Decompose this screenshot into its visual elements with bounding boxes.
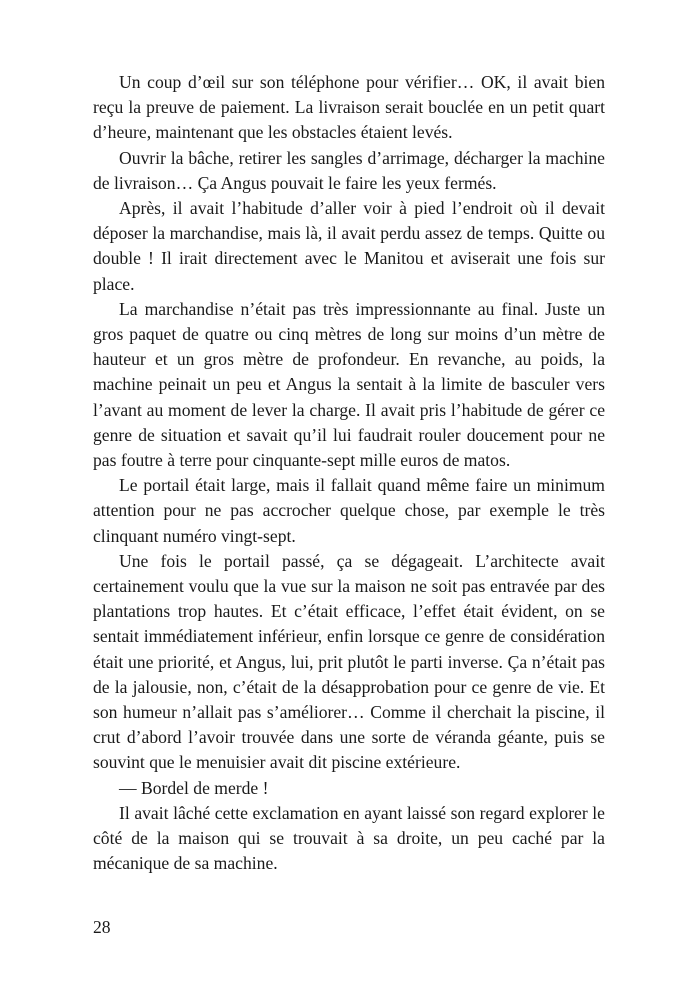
paragraph-1: Un coup d’œil sur son téléphone pour vérifier… OK, il avait bien reçu la preuve de paiement. La livraison serait bouclée en un petit quart d’heure, maintenant que les obstacles étaient levés.: [93, 72, 605, 143]
body-text: [93, 70, 605, 877]
paragraph-8: Il avait lâché cette exclamation en ayant laissé son regard explorer le côté de la maison qui se trouvait à sa droite, un peu caché par la mécanique de sa machine.: [93, 802, 605, 874]
paragraph-3: Après, il avait l’habitude d’aller voir à pied l’endroit où il devait déposer la marchandise, mais là, il avait perdu assez de temps. Quitte ou double ! Il irait directement avec le Manitou et aviserait une fois sur place.: [93, 198, 605, 294]
paragraph-6: Une fois le portail passé, ça se dégageait. L’architecte avait certainement voulu que la vue sur la maison ne soit pas entravée par des plantations trop hautes. Et c’était efficace, l’effet était évident, on se sentait immédiatement inférieur, enfin lorsque ce genre de considération était une priorité, et Angus, lui, prit plutôt le parti inverse. Ça n’était pas de la jalousie, non, c’était de la désapprobation pour ce genre de vie. Et son humeur n’allait pas s’améliorer… Comme il cherchait la piscine, il crut d’abord l’avoir trouvée dans une sorte de véranda géante, puis se souvint que le menuisier avait dit piscine extérieure.: [93, 550, 605, 773]
page-number: 28: [93, 917, 111, 937]
paragraph-5: Le portail était large, mais il fallait quand même faire un minimum attention pour ne pas accrocher quelque chose, par exemple le très clinquant numéro vingt-sept.: [93, 475, 605, 546]
paragraph-4: La marchandise n’était pas très impressionnante au final. Juste un gros paquet de quatre ou cinq mètres de long sur moins d’un mètre de hauteur et un gros mètre de profondeur. En revanche, au poids, la machine peinait un peu et Angus la sentait à la limite de basculer vers l’avant au moment de lever la charge. Il avait pris l’habitude de gérer ce genre de situation et savait qu’il lui faudrait rouler doucement pour ne pas foutre à terre pour cinquante-sept mille euros de matos.: [93, 298, 605, 471]
dialogue-line: — Bordel de merde !: [119, 777, 269, 798]
paragraph-2: Ouvrir la bâche, retirer les sangles d’arrimage, décharger la machine de livraison… Ça Angus pouvait le faire les yeux fermés.: [93, 147, 605, 193]
